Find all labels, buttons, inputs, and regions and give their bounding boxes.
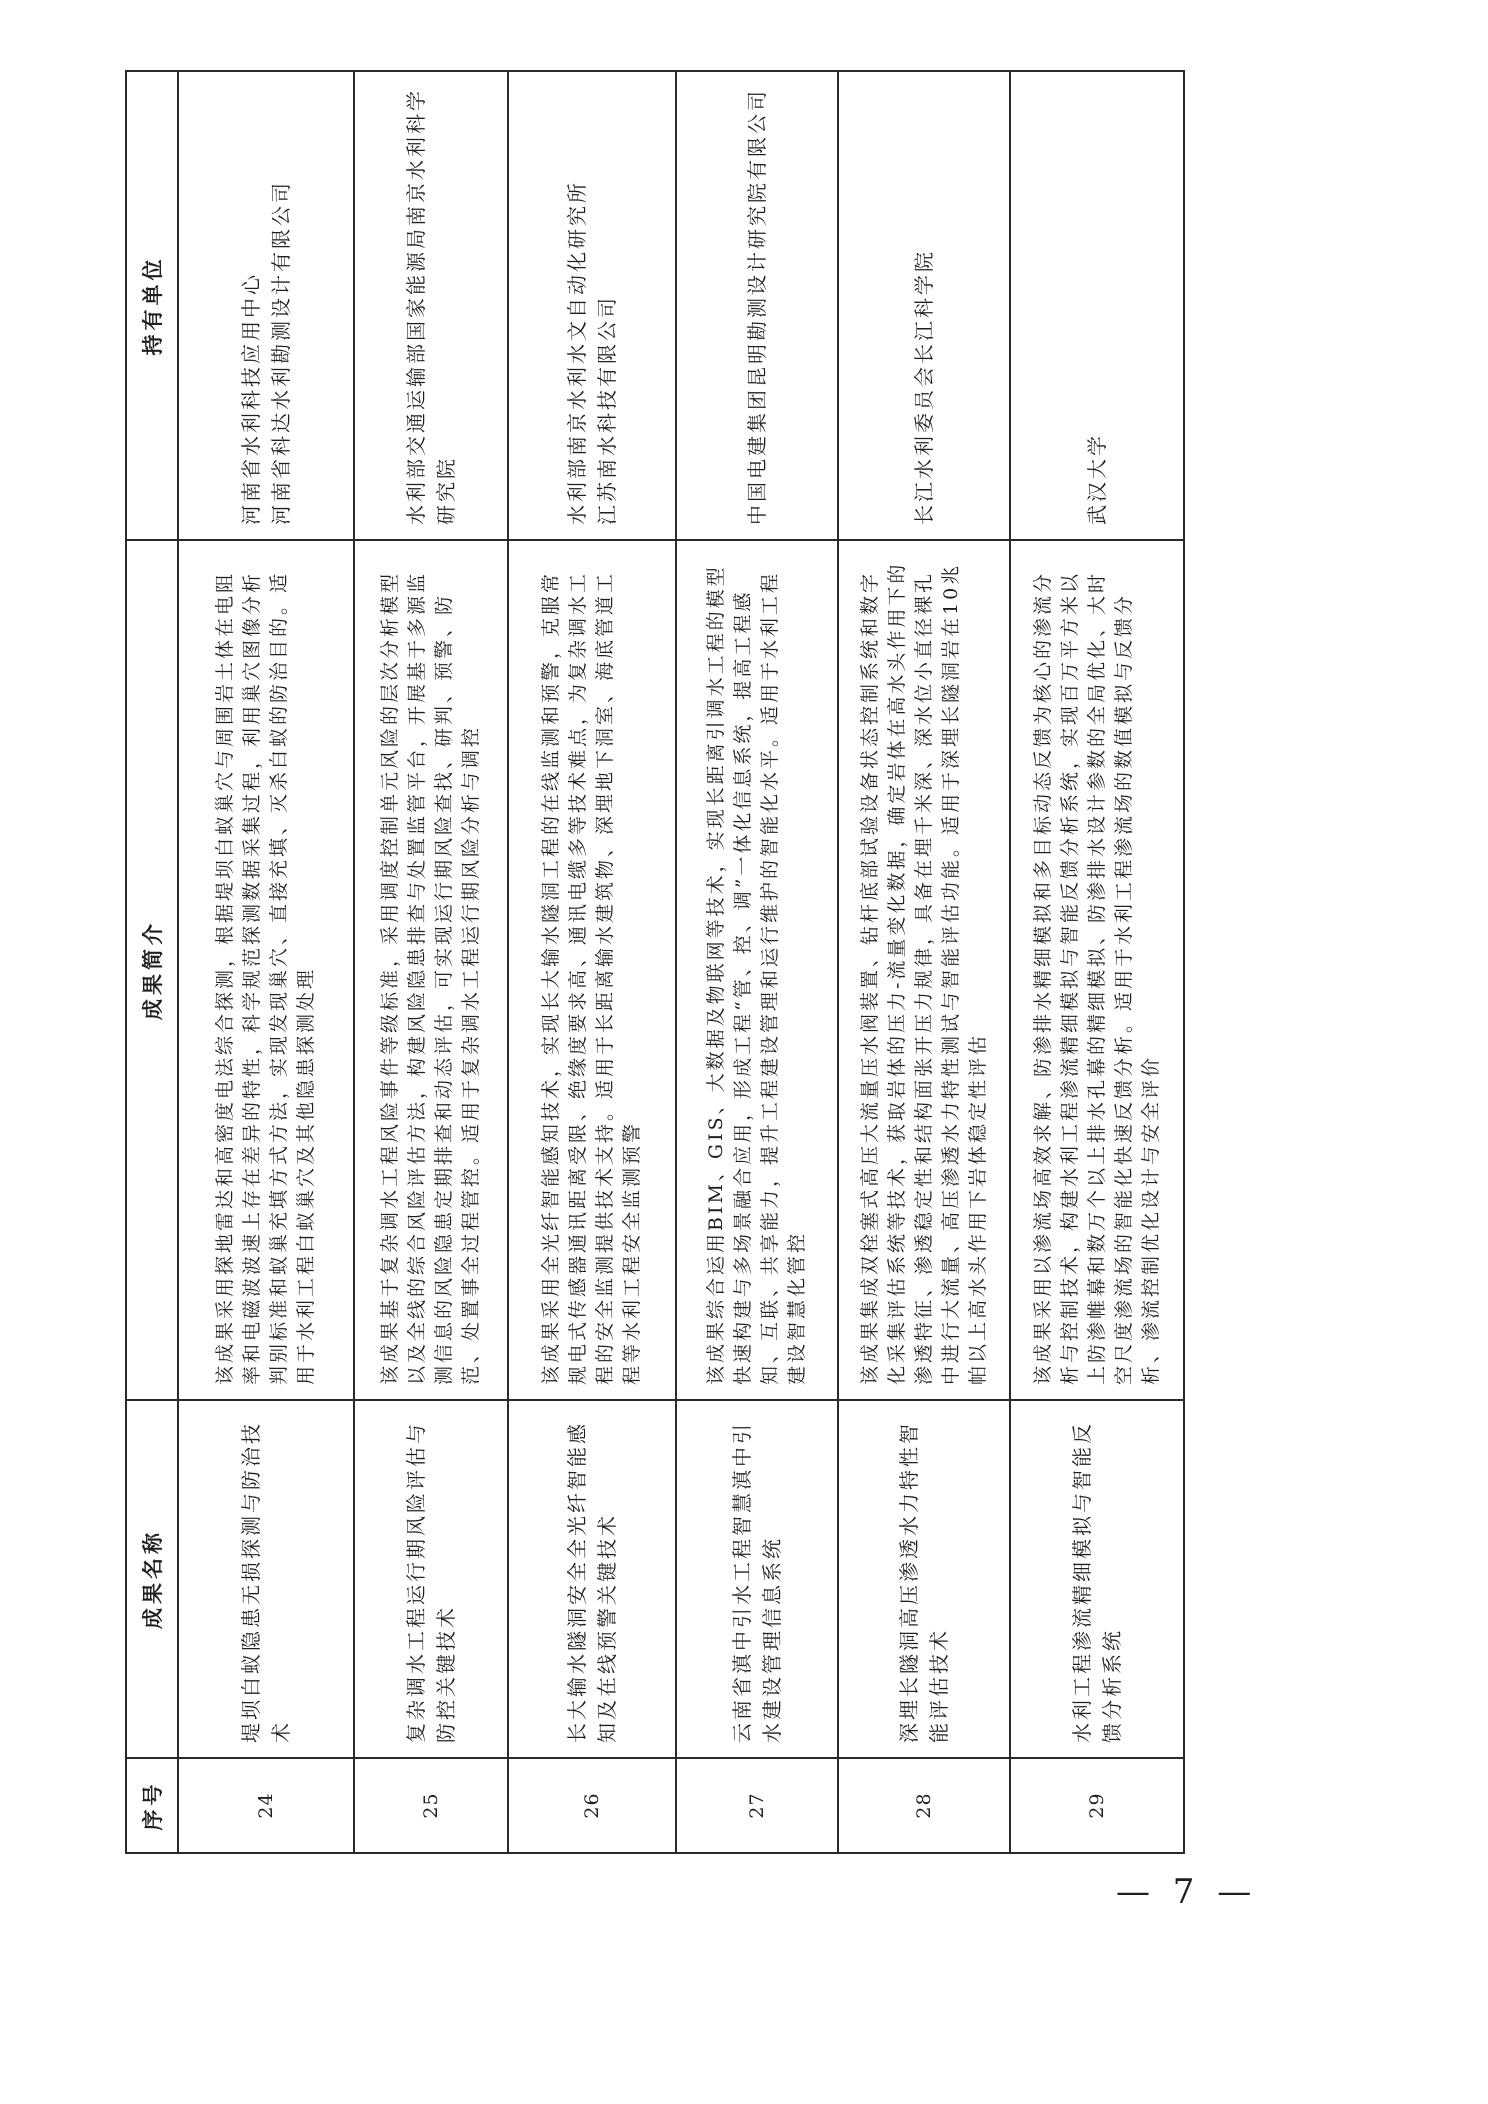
table-header-row: [126, 71, 178, 1853]
row-org: 中国电建集团昆明勘测设计研究院有限公司: [676, 71, 838, 540]
row-desc: 该成果采用全光纤智能感知技术，实现长大输水隧洞工程的在线监测和预警，克服常规电式传感器通讯距离受限、绝缘度要求高、通讯电缆多等技术难点，为复杂调水工程的安全监测提供技术支持。适用于长距离输水建筑物、深埋地下洞室、海底管道工程等水利工程安全监测预警: [508, 540, 676, 1400]
table-row: [508, 71, 676, 1853]
row-num: 24: [178, 1758, 354, 1853]
row-org: 水利部交通运输部国家能源局南京水利科学研究院: [354, 71, 508, 540]
row-num: 27: [676, 1758, 838, 1853]
row-org: 河南省水利科技应用中心 河南省科达水利勘测设计有限公司: [178, 71, 354, 540]
row-desc: 该成果基于复杂调水工程风险事件等级标准，采用调度控制单元风险的层次分析模型以及全线的综合风险评估方法，构建风险隐患排查与处置监管平台，开展基于多源监测信息的风险隐患定期排查和动态评估，可实现运行期风险查找、研判、预警、防范、处置事全过程管控。适用于复杂调水工程运行期风险分析与调控: [354, 540, 508, 1400]
row-desc: 该成果采用以渗流场高效求解、防渗排水精细模拟和多目标动态反馈为核心的渗流分析与控制技术，构建水利工程渗流精细模拟与智能反馈分析系统，实现百万平方米以上防渗帷幕和数万个以上排水孔幕的精细模拟、防渗排水设计参数的全局优化、大时空尺度渗流场的智能化快速反馈分析。适用于水利工程渗流场的数值模拟与反馈分析、渗流控制优化设计与安全评价: [1010, 540, 1184, 1400]
table-row: [1010, 71, 1184, 1853]
row-desc: 该成果采用探地雷达和高密度电法综合探测，根据堤坝白蚁巢穴与周围岩土体在电阻率和电磁波波速上存在差异的特性，科学规范探测数据采集过程，利用巢穴图像分析判别标准和蚁巢充填方式方法，实现发现巢穴、直接充填、灭杀白蚁的防治目的。适用于水利工程白蚁巢穴及其他隐患探测处理: [178, 540, 354, 1400]
row-desc: 该成果综合运用BIM、GIS、大数据及物联网等技术，实现长距离引调水工程的模型快速构建与多场景融合应用，形成工程“管、控、调”一体化信息系统，提高工程感知、互联、共享能力，提升工程建设管理和运行维护的智能化水平。适用于水利工程建设智慧化管控: [676, 540, 838, 1400]
row-org: 长江水利委员会长江科学院: [838, 71, 1010, 540]
row-name: 堤坝白蚁隐患无损探测与防治技术: [178, 1400, 354, 1758]
row-name: 云南省滇中引水工程智慧滇中引水建设管理信息系统: [676, 1400, 838, 1758]
table-row: [838, 71, 1010, 1853]
row-desc: 该成果集成双栓塞式高压大流量压水阀装置、钻杆底部试验设备状态控制系统和数字化采集评估系统等技术，获取岩体的压力-流量变化数据，确定岩体在高水头作用下的渗透特征、渗透稳定性和结构面张开压力规律，具备在埋千米深、深水位小直径裸孔中进行大流量、高压渗透水力特性测试与智能评估功能。适用于深埋长隧洞岩在10兆帕以上高水头作用下岩体稳定性评估: [838, 540, 1010, 1400]
header-name: 成果名称: [126, 1400, 178, 1758]
header-desc: 成果简介: [126, 540, 178, 1400]
row-num: 26: [508, 1758, 676, 1853]
achievements-table: [125, 70, 1185, 1854]
table-row: [178, 71, 354, 1853]
row-name: 长大输水隧洞安全全光纤智能感知及在线预警关键技术: [508, 1400, 676, 1758]
row-num: 29: [1010, 1758, 1184, 1853]
row-name: 水利工程渗流精细模拟与智能反馈分析系统: [1010, 1400, 1184, 1758]
header-num: 序号: [126, 1758, 178, 1853]
table-row: [676, 71, 838, 1853]
header-org: 持有单位: [126, 71, 178, 540]
table-row: [354, 71, 508, 1853]
rotated-table-container: [125, 72, 1183, 1854]
row-name: 复杂调水工程运行期风险评估与防控关键技术: [354, 1400, 508, 1758]
row-num: 25: [354, 1758, 508, 1853]
row-name: 深埋长隧洞高压渗透水力特性智能评估技术: [838, 1400, 1010, 1758]
row-org: 武汉大学: [1010, 71, 1184, 540]
row-org: 水利部南京水利水文自动化研究所 江苏南水科技有限公司: [508, 71, 676, 540]
page-number: — 7 —: [1116, 1872, 1258, 1912]
row-num: 28: [838, 1758, 1010, 1853]
